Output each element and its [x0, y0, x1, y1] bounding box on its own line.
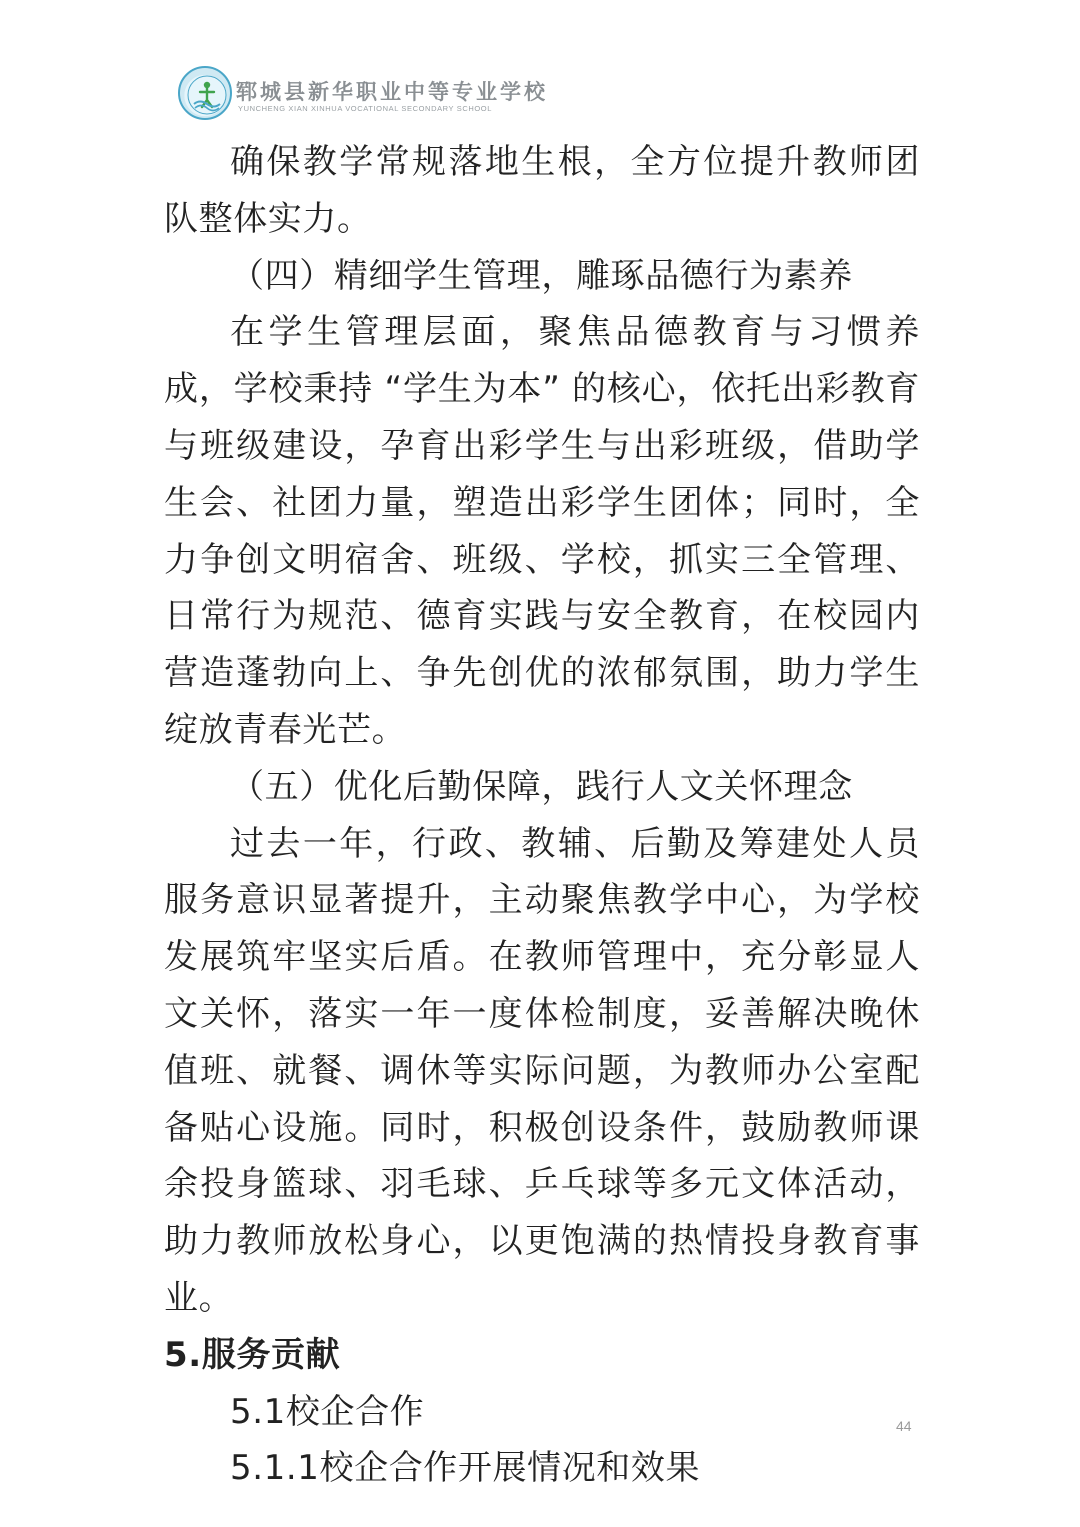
- heading-logistics: （五）优化后勤保障，践行人文关怀理念: [230, 766, 853, 807]
- school-header: [178, 66, 548, 122]
- paragraph-teaching-routine: 确保教学常规落地生根，全方位提升教师团队整体实力。: [164, 142, 920, 239]
- paragraph-logistics: 过去一年，行政、教辅、后勤及筹建处人员服务意识显著提升，主动聚焦教学中心，为学校发展筑牢坚实后盾。在教师管理中，充分彰显人文关怀，落实一年一度体检制度，妥善解决晚休值班、就餐、调休等实际问题，为教师办公室配备贴心设施。同时，积极创设条件，鼓励教师课余投身篮球、羽毛球、乒乓球等多元文体活动，助力教师放松身心，以更饱满的热情投身教育事业。: [164, 823, 920, 1318]
- heading-student-management: （四）精细学生管理，雕琢品德行为素养: [230, 255, 853, 296]
- paragraph-student-management: 在学生管理层面，聚焦品德教育与习惯养成，学校秉持 “学生为本” 的核心，依托出彩教育与班级建设，孕育出彩学生与出彩班级，借助学生会、社团力量，塑造出彩学生团体；同时，全力争创文明宿舍、班级、学校，抓实三全管理、日常行为规范、德育实践与安全教育，在校园内营造蓬勃向上、争先创优的浓郁氛围，助力学生绽放青春光芒。: [164, 312, 920, 750]
- school-name-cn: 郓城县新华职业中等专业学校: [236, 79, 548, 104]
- document-body: [164, 134, 920, 1497]
- subsection-heading-cooperation-results: 5.1.1校企合作开展情况和效果: [230, 1448, 701, 1489]
- school-logo-icon: [178, 66, 232, 120]
- page-number: 44: [896, 1418, 912, 1434]
- school-name-en: YUNCHENG XIAN XINHUA VOCATIONAL SECONDARY SCHOOL: [238, 104, 492, 113]
- subsection-heading-school-enterprise: 5.1校企合作: [230, 1391, 425, 1432]
- section-heading-service-contribution: 5.服务贡献: [164, 1334, 341, 1375]
